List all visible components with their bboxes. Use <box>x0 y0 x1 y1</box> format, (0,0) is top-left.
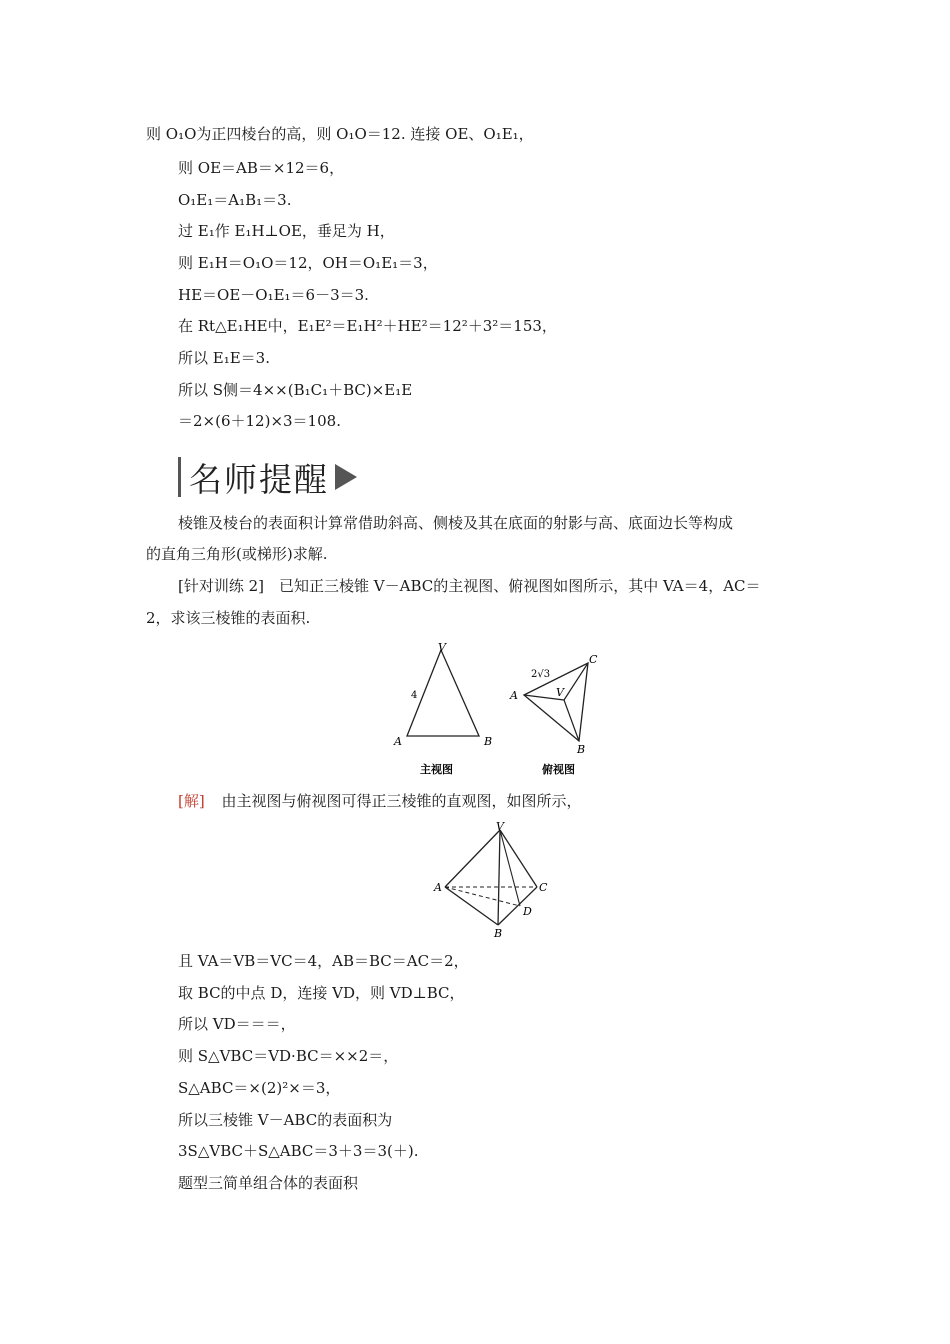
figure-pyramid-3d <box>425 820 555 944</box>
pyramid-label-a: A <box>434 881 442 894</box>
section-title-line: 题型三简单组合体的表面积 <box>178 1174 359 1192</box>
tip-heading <box>178 456 357 498</box>
text-line-4: 过 E₁作 E₁H⊥OE，垂足为 H， <box>178 222 395 240</box>
solution-tag: [解] <box>178 792 205 810</box>
step-line-6: 所以三棱锥 V－ABC的表面积为 <box>178 1111 393 1129</box>
front-label-v: V <box>438 641 446 654</box>
text-line-9: 所以 S侧＝4××(B₁C₁＋BC)×E₁E <box>178 381 413 399</box>
text-line-8: 所以 E₁E＝3. <box>178 349 270 367</box>
top-label-a: A <box>510 689 518 702</box>
solution-intro: 由主视图与俯视图可得正三棱锥的直观图，如图所示， <box>221 792 582 810</box>
text-line-3: O₁E₁＝A₁B₁＝3. <box>178 191 292 209</box>
front-view-caption: 主视图 <box>420 763 453 776</box>
pyramid-label-b: B <box>494 927 503 940</box>
tip-paragraph-line-2: 的直角三角形(或梯形)求解. <box>146 545 328 563</box>
top-view-caption: 俯视图 <box>542 763 575 776</box>
step-line-3: 所以 VD＝＝＝， <box>178 1015 296 1033</box>
pyramid-label-v: V <box>496 820 504 833</box>
top-label-b: B <box>577 743 586 756</box>
pyramid-label-c: C <box>539 881 548 894</box>
top-view-diagram <box>509 653 598 776</box>
figure-front-top-views <box>380 638 620 780</box>
front-view-diagram <box>393 641 492 776</box>
text-line-6: HE＝OE－O₁E₁＝6－3＝3. <box>178 286 369 304</box>
step-line-4: 则 S△VBC＝VD·BC＝××2＝， <box>178 1047 399 1065</box>
tip-paragraph-line-1: 棱锥及棱台的表面积计算常借助斜高、侧棱及其在底面的射影与高、底面边长等构成 <box>178 514 734 532</box>
front-label-b: B <box>484 735 493 748</box>
exercise-line-2: 2，求该三棱锥的表面积. <box>146 609 311 627</box>
step-line-1: 且 VA＝VB＝VC＝4，AB＝BC＝AC＝2， <box>178 952 469 970</box>
step-line-2: 取 BC的中点 D，连接 VD，则 VD⊥BC， <box>178 984 465 1002</box>
text-line-5: 则 E₁H＝O₁O＝12，OH＝O₁E₁＝3， <box>178 254 438 272</box>
top-label-length: 2√3 <box>531 669 551 680</box>
heading-text: 名师提醒 <box>189 459 329 499</box>
triangle-arrow-icon <box>335 464 357 490</box>
text-line-7: 在 Rt△E₁HE中，E₁E²＝E₁H²＋HE²＝12²＋3²＝153， <box>178 317 557 335</box>
solution-line <box>178 791 582 811</box>
front-label-length: 4 <box>411 690 418 701</box>
step-line-7: 3S△VBC＋S△ABC＝3＋3＝3(＋). <box>178 1142 419 1160</box>
top-label-c: C <box>589 653 598 666</box>
step-line-5: S△ABC＝×(2)²×＝3， <box>178 1079 341 1097</box>
text-line-10: ＝2×(6＋12)×3＝108. <box>178 412 341 430</box>
pyramid-label-d: D <box>523 905 532 918</box>
text-line-1: 则 O₁O为正四棱台的高，则 O₁O＝12. 连接 OE、O₁E₁， <box>146 125 534 143</box>
heading-bar <box>178 457 181 497</box>
exercise-line-1: [针对训练 2] 已知正三棱锥 V－ABC的主视图、俯视图如图所示，其中 VA＝4，AC＝ <box>178 577 761 595</box>
front-label-a: A <box>394 735 402 748</box>
top-label-v: V <box>556 686 564 699</box>
text-line-2: 则 OE＝AB＝×12＝6， <box>178 159 345 177</box>
